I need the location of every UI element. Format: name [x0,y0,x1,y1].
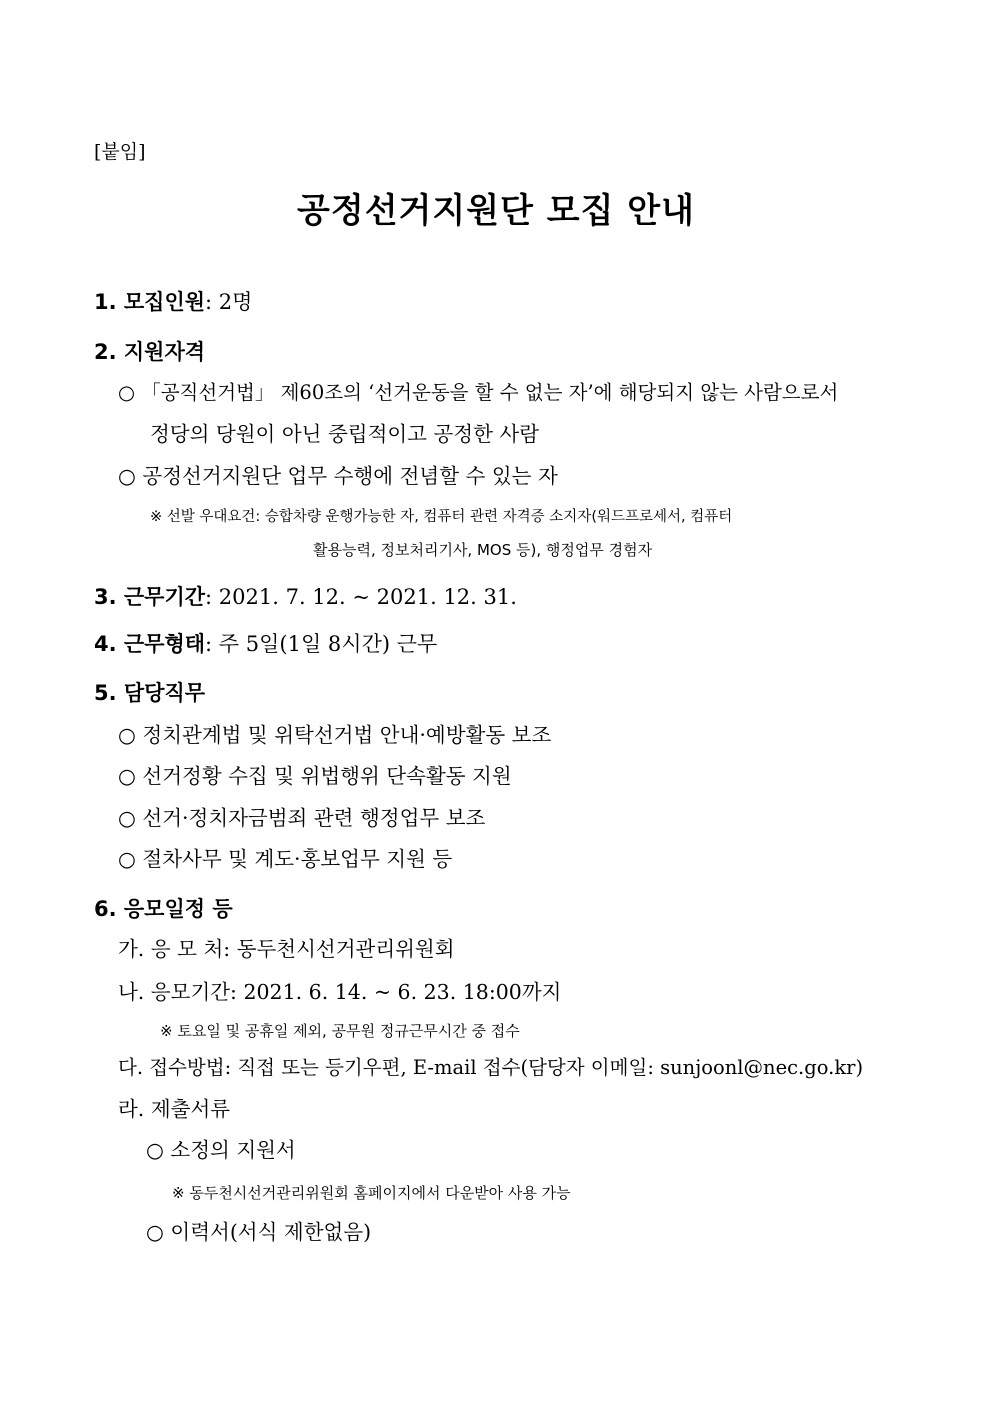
duty-item: ○ 절차사무 및 계도·홍보업무 지원 등 [118,847,453,871]
required-documents-heading: 라. 제출서류 [118,1097,231,1121]
application-method: 다. 접수방법: 직접 또는 등기우편, E-mail 접수(담당자 이메일: sunjoonl@nec.go.kr) [118,1056,864,1079]
qualification-preference-note-line-2: 활용능력, 정보처리기사, MOS 등), 행정업무 경험자 [313,541,653,559]
section-4-work-type [94,634,437,655]
section-1-value: : 2명 [205,290,253,314]
section-4-label: 4. 근무형태 [94,632,206,656]
section-3-work-period [94,587,517,608]
page-title: 공정선거지원단 모집 안내 [297,191,695,231]
section-1-label: 1. 모집인원 [94,290,206,314]
duty-item: ○ 정치관계법 및 위탁선거법 안내·예방활동 보조 [118,723,552,747]
section-4-value: : 주 5일(1일 8시간) 근무 [205,632,438,656]
application-place: 가. 응 모 처: 동두천시선거관리위원회 [118,937,455,961]
section-3-value: : 2021. 7. 12. ~ 2021. 12. 31. [205,585,517,609]
section-2-qualification [94,342,205,363]
application-period-note: ※ 토요일 및 공휴일 제외, 공무원 정규근무시간 중 접수 [160,1022,520,1040]
application-period: 나. 응모기간: 2021. 6. 14. ~ 6. 23. 18:00까지 [118,980,562,1004]
section-1-recruit-count [94,292,252,313]
section-6-application-schedule [94,899,233,920]
document-item-resume: ○ 이력서(서식 제한없음) [146,1220,372,1244]
attachment-label: [붙임] [94,141,146,163]
qualification-bullet-1-line-1: ○ 「공직선거법」 제60조의 ‘선거운동을 할 수 없는 자’에 해당되지 않는 사람으로서 [118,381,839,404]
qualification-bullet-2: ○ 공정선거지원단 업무 수행에 전념할 수 있는 자 [118,464,558,488]
qualification-bullet-1-line-2: 정당의 당원이 아닌 중립적이고 공정한 사람 [150,422,540,446]
section-5-label: 5. 담당직무 [94,681,206,705]
document-item-application-form-note: ※ 동두천시선거관리위원회 홈페이지에서 다운받아 사용 가능 [172,1184,571,1202]
qualification-preference-note-line-1: ※ 선발 우대요건: 승합차량 운행가능한 자, 컴퓨터 관련 자격증 소지자(워드프로세서, 컴퓨터 [150,509,733,525]
section-2-label: 2. 지원자격 [94,340,206,364]
section-6-label: 6. 응모일정 등 [94,897,233,921]
section-3-label: 3. 근무기간 [94,585,206,609]
section-5-duties [94,683,205,704]
duty-item: ○ 선거정황 수집 및 위법행위 단속활동 지원 [118,764,512,788]
document-item-application-form: ○ 소정의 지원서 [146,1138,296,1162]
duty-item: ○ 선거·정치자금범죄 관련 행정업무 보조 [118,806,486,830]
